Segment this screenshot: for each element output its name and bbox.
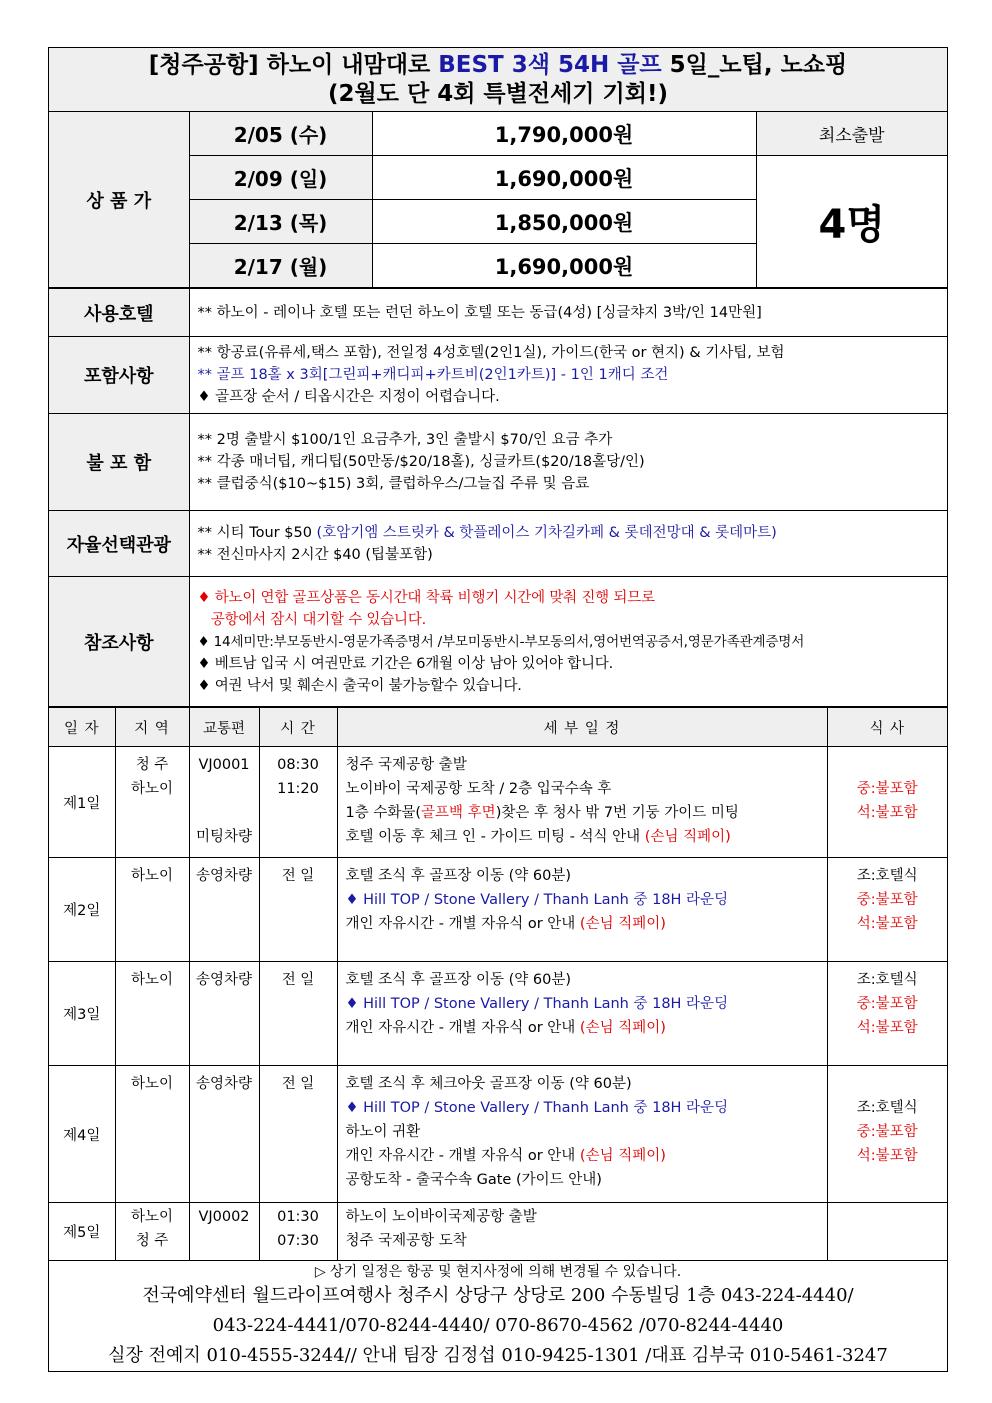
detail-part: 호텔 이동 후 체크 인 - 가이드 미팅 - 석식 안내 [345, 829, 645, 845]
meal-text: 중:불포함 [856, 892, 918, 908]
detail-line: 호텔 조식 후 체크아웃 골프장 이동 (약 60분) [345, 1076, 632, 1092]
day-1-region [115, 747, 189, 858]
time-text: 11:20 [277, 781, 319, 797]
header-transport: 교통편 [189, 708, 259, 747]
time-text: 08:30 [277, 757, 319, 773]
day-4-label: 제4일 [49, 1066, 115, 1203]
detail-part: (손님 직페이) [644, 829, 731, 845]
region-text: 청 주 [135, 1233, 169, 1249]
day-1-detail [337, 747, 827, 858]
meal-text: 중:불포함 [856, 781, 918, 797]
day-3-meal [827, 962, 947, 1066]
hotel-label: 사용호텔 [49, 289, 189, 337]
title-part-a: [청주공항] 하노이 내맘대로 [148, 52, 439, 78]
detail-line [346, 1016, 819, 1040]
detail-part: 골프백 후면 [421, 805, 496, 821]
title-block [49, 48, 947, 112]
min-departure-value: 4명 [756, 156, 947, 288]
optional-line: ** 전신마사지 2시간 $40 (팁불포함) [197, 546, 433, 563]
detail-line: 호텔 조식 후 골프장 이동 (약 60분) [345, 868, 572, 884]
detail-line: 하노이 귀환 [345, 1124, 421, 1140]
notes-line: ♦ 여권 낙서 및 훼손시 출국이 불가능할수 있습니다. [197, 677, 522, 694]
detail-part: 개인 자유시간 - 개별 자유식 or 안내 [345, 1020, 580, 1036]
day-2-label: 제2일 [49, 858, 115, 962]
included-line: ** 골프 18홀 x 3회[그린피+캐디피+카트비(2인1카트)] - 1인 1캐디 조건 [197, 367, 669, 383]
detail-line [346, 825, 819, 849]
detail-line: 공항도착 - 출국수속 Gate (가이드 안내) [345, 1172, 602, 1188]
excluded-line: ** 클럽중식($10~$15) 3회, 클럽하우스/그늘집 주류 및 음료 [197, 476, 590, 492]
itinerary-table [49, 707, 947, 1261]
region-text: 하노이 [130, 1209, 174, 1225]
time-text: 01:30 [277, 1209, 319, 1225]
min-departure-label: 최소출발 [756, 112, 947, 156]
optional-tour-text [189, 511, 947, 577]
meal-text: 석:불포함 [856, 1148, 918, 1164]
day-1-time [259, 747, 337, 858]
day-2-detail [337, 858, 827, 962]
detail-line [346, 801, 819, 825]
day-4-meal [827, 1066, 947, 1203]
title-line-1 [49, 50, 947, 80]
optional-tour-label: 자율선택관광 [49, 511, 189, 577]
day-5-transport: VJ0002 [189, 1203, 259, 1261]
region-text: 청 주 [135, 757, 169, 773]
day-2-meal [827, 858, 947, 962]
notes-line: ♦ 14세미만:부모동반시-영문가족증명서 /부모미동반시-부모동의서,영어번역공증서,영문가족관계증명서 [197, 633, 805, 650]
footer-note: ▷ 상기 일정은 항공 및 현지사정에 의해 변경될 수 있습니다. [314, 1264, 682, 1280]
footer [49, 1261, 947, 1371]
included-line: ** 항공료(유류세,택스 포함), 전일정 4성호텔(2인1실), 가이드(한국 or 현지) & 기사팁, 보험 [197, 345, 785, 361]
detail-part: 개인 자유시간 - 개별 자유식 or 안내 [345, 1148, 580, 1164]
day-2-region: 하노이 [115, 858, 189, 962]
day-4-time: 전 일 [259, 1066, 337, 1203]
day-4-transport: 송영차량 [189, 1066, 259, 1203]
day-2-transport: 송영차량 [189, 858, 259, 962]
included-line: ♦ 골프장 순서 / 티옵시간은 지정이 어렵습니다. [197, 389, 500, 405]
day-5-detail [337, 1203, 827, 1261]
detail-line [346, 1144, 819, 1168]
pricing-table [49, 112, 947, 288]
footer-contact-1: 전국예약센터 월드라이프여행사 청주시 상당구 상당로 200 수동빌딩 1층 043-224-4440/ [142, 1285, 854, 1306]
header-region: 지 역 [115, 708, 189, 747]
detail-part: 1층 수화물( [345, 805, 422, 821]
day-3-label: 제3일 [49, 962, 115, 1066]
header-meal: 식 사 [827, 708, 947, 747]
meal-text: 조:호텔식 [856, 868, 918, 884]
header-time: 시 간 [259, 708, 337, 747]
transport-text: 미팅차량 [195, 829, 253, 845]
day-5-label: 제5일 [49, 1203, 115, 1261]
detail-part: (손님 직페이) [579, 1020, 666, 1036]
day-2-time: 전 일 [259, 858, 337, 962]
detail-line: ♦ Hill TOP / Stone Vallery / Thanh Lanh 중 18H 라운딩 [345, 1100, 729, 1116]
title-line-2: (2월도 단 4회 특별전세기 기회!) [328, 81, 668, 107]
detail-line: ♦ Hill TOP / Stone Vallery / Thanh Lanh 중 18H 라운딩 [345, 892, 729, 908]
notes-line: 공항에서 잠시 대기할 수 있습니다. [197, 611, 427, 628]
notes-line: ♦ 베트남 입국 시 여권만료 기간은 6개월 이상 남아 있어야 합니다. [197, 655, 613, 672]
detail-line: ♦ Hill TOP / Stone Vallery / Thanh Lanh 중 18H 라운딩 [345, 996, 729, 1012]
info-table [49, 288, 947, 707]
header-detail: 세 부 일 정 [337, 708, 827, 747]
price-value: 1,790,000원 [372, 112, 756, 156]
detail-line: 하노이 노이바이국제공항 출발 [345, 1209, 537, 1225]
title-part-c: 5일_노팁, 노쇼핑 [661, 52, 848, 78]
optional-city-tour-detail: (호암기엠 스트릿카 & 핫플레이스 기차길카페 & 롯데전망대 & 롯데마트) [316, 524, 777, 541]
day-5-time [259, 1203, 337, 1261]
detail-part: (손님 직페이) [579, 1148, 666, 1164]
excluded-line: ** 각종 매너팁, 캐디팁(50만동/$20/18홀), 싱글카트($20/18홀당/인) [197, 454, 645, 470]
price-date: 2/05 (수) [189, 112, 372, 156]
day-3-transport: 송영차량 [189, 962, 259, 1066]
day-4-region: 하노이 [115, 1066, 189, 1203]
meal-text: 조:호텔식 [856, 972, 918, 988]
title-part-b: BEST 3색 54H 골프 [438, 52, 662, 78]
meal-text: 석:불포함 [856, 1020, 918, 1036]
day-3-region: 하노이 [115, 962, 189, 1066]
notes-line: ♦ 하노이 연합 골프상품은 동시간대 착륙 비행기 시간에 맞춰 진행 되므로 [197, 589, 655, 606]
price-value: 1,690,000원 [372, 244, 756, 288]
detail-line: 청주 국제공항 출발 [345, 757, 467, 773]
detail-line [346, 912, 819, 936]
included-label: 포함사항 [49, 337, 189, 414]
notes-label: 참조사항 [49, 577, 189, 707]
hotel-text [189, 289, 947, 337]
excluded-text [189, 414, 947, 511]
included-text [189, 337, 947, 414]
excluded-label: 불 포 함 [49, 414, 189, 511]
detail-part: 개인 자유시간 - 개별 자유식 or 안내 [345, 916, 580, 932]
day-4-detail [337, 1066, 827, 1203]
day-3-time: 전 일 [259, 962, 337, 1066]
detail-part: )찾은 후 청사 밖 7번 기둥 가이드 미팅 [495, 805, 739, 821]
day-3-detail [337, 962, 827, 1066]
price-value: 1,690,000원 [372, 156, 756, 200]
price-value: 1,850,000원 [372, 200, 756, 244]
flight-number: VJ0001 [198, 757, 250, 773]
header-day: 일 자 [49, 708, 115, 747]
detail-line: 노이바이 국제공항 도착 / 2층 입국수속 후 [345, 781, 612, 797]
footer-contact-2: 043-224-4441/070-8244-4440/ 070-8670-4562 /070-8244-4440 [212, 1315, 784, 1336]
pricing-label: 상 품 가 [49, 112, 189, 288]
day-1-transport [189, 747, 259, 858]
detail-part: (손님 직페이) [579, 916, 666, 932]
meal-text: 석:불포함 [856, 916, 918, 932]
meal-text: 석:불포함 [856, 805, 918, 821]
day-5-meal [827, 1203, 947, 1261]
price-date: 2/13 (목) [189, 200, 372, 244]
day-1-meal [827, 747, 947, 858]
hotel-line: ** 하노이 - 레이나 호텔 또는 런던 하노이 호텔 또는 동급(4성) [싱글챠지 3박/인 14만원] [197, 304, 762, 321]
detail-line: 호텔 조식 후 골프장 이동 (약 60분) [345, 972, 572, 988]
time-text: 07:30 [277, 1233, 319, 1249]
optional-line [198, 522, 940, 544]
region-text: 하노이 [130, 781, 174, 797]
price-date: 2/17 (월) [189, 244, 372, 288]
day-1-label: 제1일 [49, 747, 115, 858]
optional-city-tour: ** 시티 Tour $50 [197, 524, 317, 541]
day-5-region [115, 1203, 189, 1261]
meal-text: 조:호텔식 [856, 1100, 918, 1116]
excluded-line: ** 2명 출발시 $100/1인 요금추가, 3인 출발시 $70/인 요금 추가 [197, 432, 613, 448]
footer-contact-3: 실장 전예지 010-4555-3244// 안내 팀장 김정섭 010-9425-1301 /대표 김부국 010-5461-3247 [108, 1345, 888, 1366]
notes-text [189, 577, 947, 707]
meal-text: 중:불포함 [856, 996, 918, 1012]
detail-line: 청주 국제공항 도착 [345, 1233, 467, 1249]
itinerary-sheet [48, 47, 948, 1372]
price-date: 2/09 (일) [189, 156, 372, 200]
meal-text: 중:불포함 [856, 1124, 918, 1140]
